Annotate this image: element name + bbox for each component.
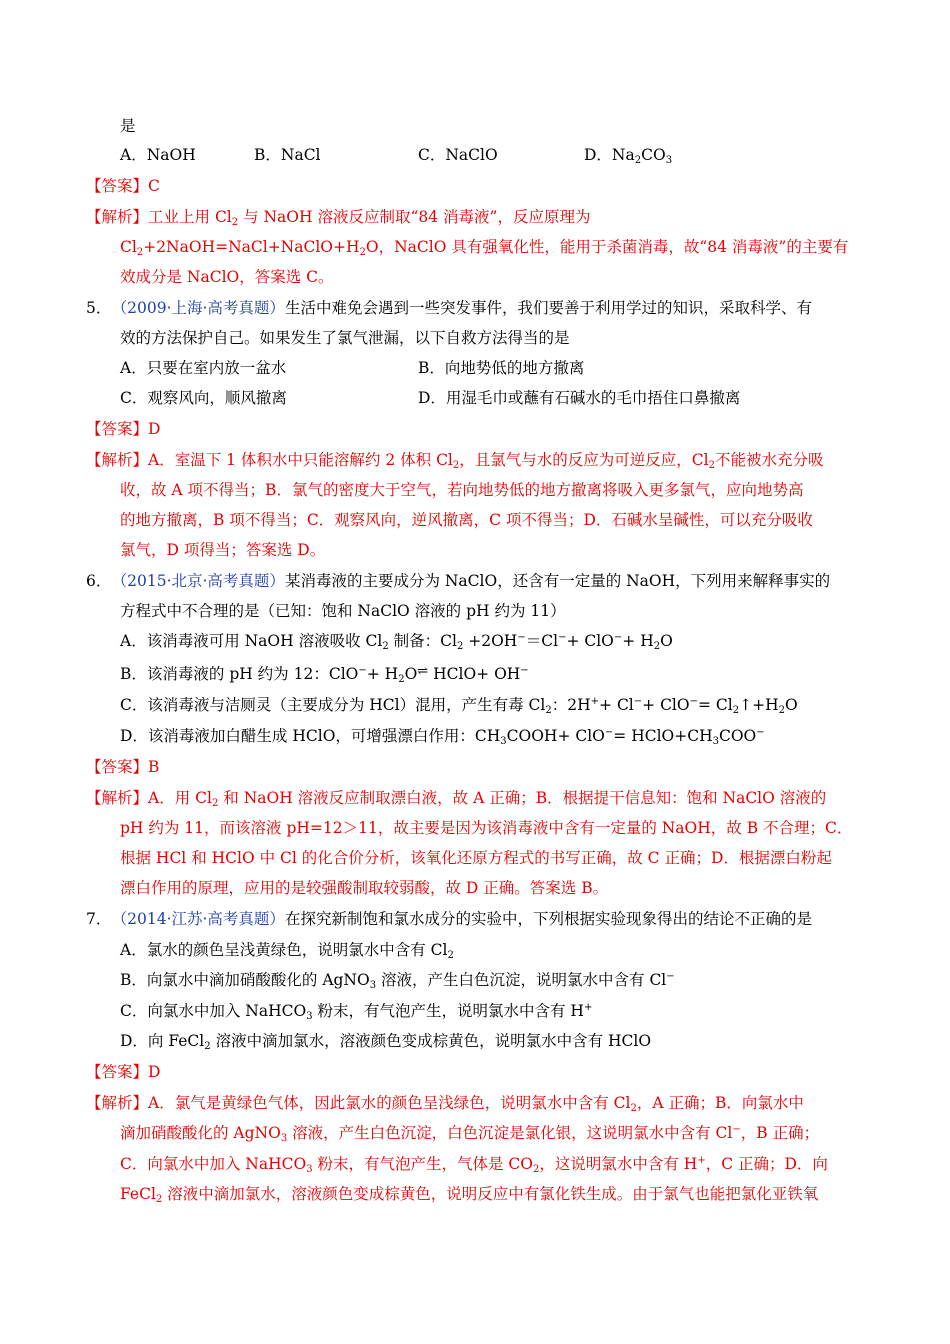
q6-source: （2015·北京·高考真题） [119, 572, 285, 590]
equilibrium-arrow-icon: ⇌ [417, 664, 429, 679]
q4-option-b: B．NaCl [254, 146, 321, 164]
q4-option-d: D．$Na_2CO_3$ [584, 146, 673, 166]
q4-analysis-line-2: $Cl_2+2NaOH=NaCl+NaClO+H_2O$，NaClO 具有强氧化性，能用于杀菌消毒，故“84 消毒液”的主要有 [120, 238, 849, 258]
q6-option-d: D．该消毒液加白醋生成 HClO，可增强漂白作用：$CH_3COOH+ ClO^-=$ $HClO+CH_3COO^-$ [120, 727, 765, 747]
q7-analysis-line-4: FeCl$_2$ 溶液中滴加氯水，溶液颜色变成棕黄色，说明反应中有氯化铁生成。由于氯气也能把氯化亚铁氧 [120, 1185, 819, 1205]
q6-option-c: C．该消毒液与洁厕灵（主要成分为 HCl）混用，产生有毒 $Cl_2$：$2H^++ Cl^-+ ClO^-= Cl_2↑+H_2O$ [120, 696, 798, 716]
q7-analysis-line-1: 【解析】A．氯气是黄绿色气体，因此氯水的颜色呈浅绿色，说明氯水中含有 $Cl_2$，A 正确；B．向氯水中 [86, 1094, 804, 1114]
q4-analysis-line-3: 效成分是 NaClO，答案选 C。 [120, 268, 334, 286]
q5-answer: 【答案】D [86, 420, 161, 438]
q6-analysis-line-1: 【解析】A．用 $Cl_2$ 和 NaOH 溶液反应制取漂白液，故 A 正确；B．根据提干信息知：饱和 NaClO 溶液的 [86, 789, 827, 809]
q7-answer: 【答案】D [86, 1063, 161, 1081]
q5-stem-line-1: 5． （2009·上海·高考真题）生活中难免会遇到一些突发事件，我们要善于利用学过的知识，采取科学、有 [86, 299, 812, 317]
q5-analysis-line-3: 的地方撤离，B 项不得当；C．观察风向，逆风撤离，C 项不得当；D．石碱水呈碱性，可以充分吸收 [120, 511, 813, 529]
q5-option-d: D．用湿毛巾或蘸有石碱水的毛巾捂住口鼻撤离 [418, 389, 741, 407]
q7-option-a: A．氯水的颜色呈浅黄绿色，说明氯水中含有 $Cl_2$ [120, 941, 454, 961]
q6-analysis-line-3: 根据 HCl 和 HClO 中 Cl 的化合价分析，该氧化还原方程式的书写正确，故 C 正确；D．根据漂白粉起 [120, 849, 832, 867]
q4-option-c: C．NaClO [418, 146, 498, 164]
q6-option-b: B．该消毒液的 pH 约为 12：$ClO^-+ H_2O^\rightleftharpoons$ HClO+ OH− [120, 664, 529, 685]
q6-answer: 【答案】B [86, 758, 160, 776]
q7-analysis-line-3: C．向氯水中加入 NaHCO$_3$ 粉末，有气泡产生，气体是 $CO_2$，这说明氯水中含有 H+，C 正确；D．向 [120, 1155, 828, 1175]
q5-option-a: A．只要在室内放一盆水 [120, 359, 287, 377]
q5-stem-line-2: 效的方法保护自己。如果发生了氯气泄漏，以下自救方法得当的是 [120, 329, 570, 347]
q5-analysis-line-1: 【解析】A．室温下 1 体积水中只能溶解约 2 体积 $Cl_2$，且氯气与水的反应为可逆反应，$Cl_2$不能被水充分吸 [86, 451, 824, 471]
q4-option-a: A．NaOH [120, 146, 196, 164]
q6-analysis-line-4: 漂白作用的原理，应用的是较强酸制取较弱酸，故 D 正确。答案选 B。 [120, 879, 609, 897]
q6-analysis-line-2: pH 约为 11，而该溶液 pH=12＞11，故主要是因为该消毒液中含有一定量的 NaOH，故 B 不合理；C． [120, 819, 853, 837]
q5-analysis-line-4: 氯气，D 项得当；答案选 D。 [120, 541, 326, 559]
q7-option-b: B．向氯水中滴加硝酸酸化的 AgNO$_3$ 溶液，产生白色沉淀，说明氯水中含有 Cl− [120, 971, 675, 991]
q6-option-a: A．该消毒液可用 NaOH 溶液吸收 $Cl_2$ 制备：$Cl_2 +2OH^-=Cl^-+ ClO^-+ H_2O$ [120, 632, 673, 652]
q4-analysis-line-1: 【解析】工业上用 $Cl_2$ 与 NaOH 溶液反应制取“84 消毒液”，反应原理为 [86, 208, 591, 228]
q5-option-b: B．向地势低的地方撤离 [418, 359, 585, 377]
q4-answer: 【答案】C [86, 177, 160, 195]
q4-stem-tail: 是 [120, 117, 136, 135]
q7-source: （2014·江苏·高考真题） [119, 910, 285, 928]
q7-analysis-line-2: 滴加硝酸酸化的 AgNO$_3$ 溶液，产生白色沉淀，白色沉淀是氯化银，这说明氯水中含有 Cl−，B 正确； [120, 1124, 820, 1144]
q6-stem-line-2: 方程式中不合理的是（已知：饱和 NaClO 溶液的 pH 约为 11） [120, 602, 566, 620]
q5-source: （2009·上海·高考真题） [119, 299, 285, 317]
q5-option-c: C．观察风向，顺风撤离 [120, 389, 287, 407]
q7-stem: 7． （2014·江苏·高考真题）在探究新制饱和氯水成分的实验中，下列根据实验现象得出的结论不正确的是 [86, 910, 812, 928]
q7-option-d: D．向 FeCl$_2$ 溶液中滴加氯水，溶液颜色变成棕黄色，说明氯水中含有 HClO [120, 1032, 652, 1052]
q7-option-c: C．向氯水中加入 NaHCO$_3$ 粉末，有气泡产生，说明氯水中含有 H+ [120, 1002, 593, 1022]
q5-analysis-line-2: 收，故 A 项不得当；B．氯气的密度大于空气，若向地势低的地方撤离将吸入更多氯气，应向地势高 [120, 481, 804, 499]
q6-stem-line-1: 6． （2015·北京·高考真题）某消毒液的主要成分为 NaClO，还含有一定量的 NaOH，下列用来解释事实的 [86, 572, 831, 590]
